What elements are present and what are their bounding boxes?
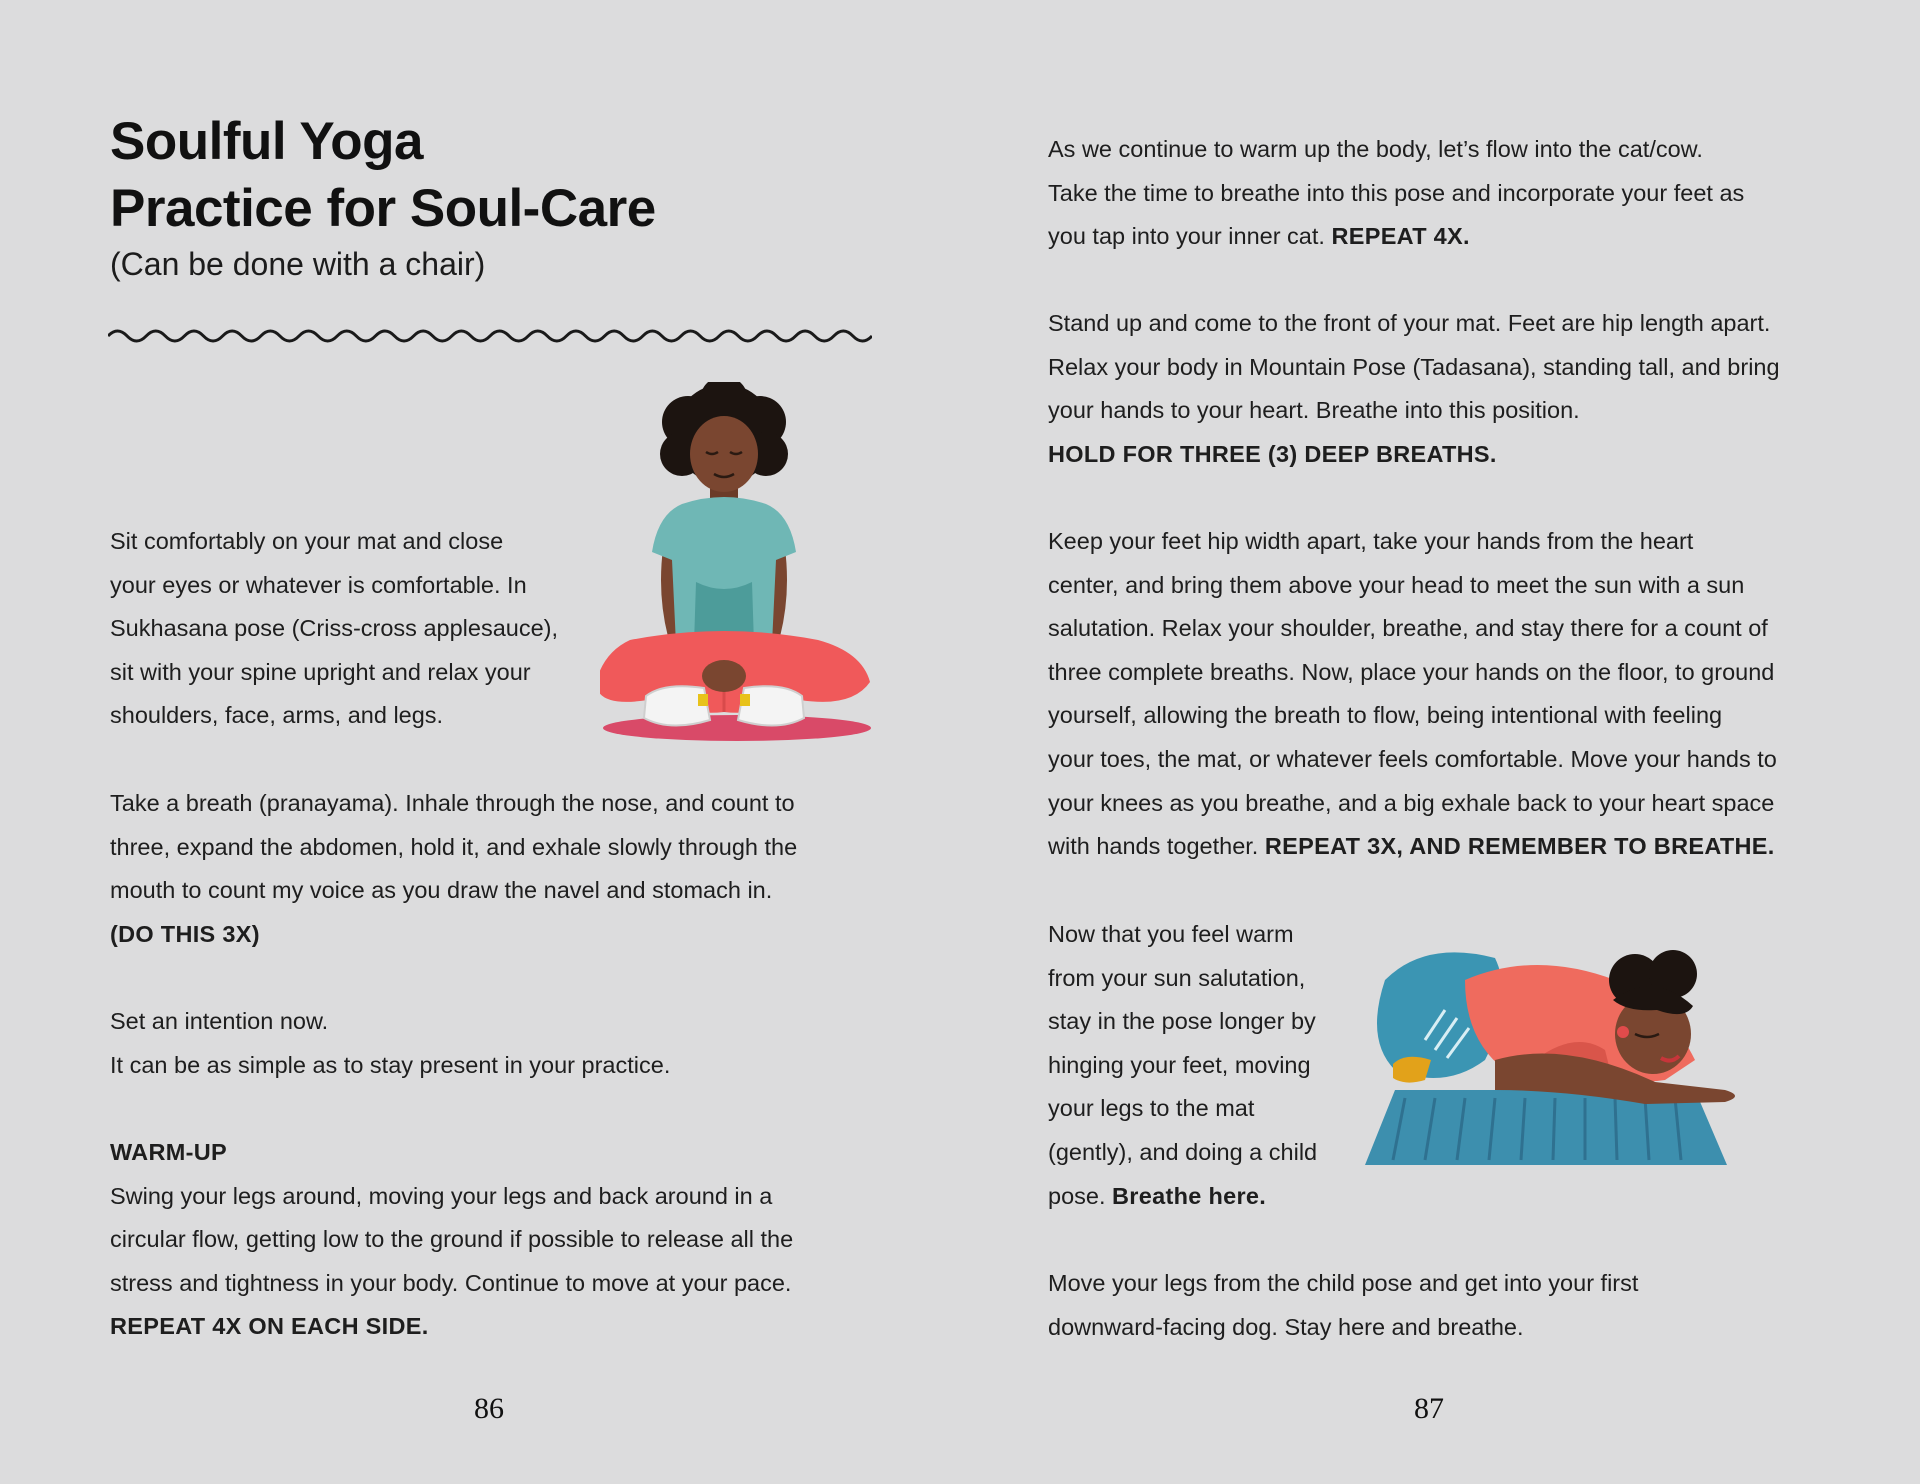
title-line-1: Soulful Yoga [110, 112, 423, 171]
wavy-divider [108, 322, 872, 350]
child-line: stay in the pose longer by [1048, 1008, 1316, 1035]
dog-line: Move your legs from the child pose and get into your first [1048, 1270, 1639, 1296]
page-number-right: 87 [1414, 1392, 1444, 1425]
catcow-last-line [1048, 215, 1744, 259]
breath-line: Take a breath (pranayama). Inhale through the nose, and count to [110, 790, 795, 816]
intention-line: It can be as simple as to stay present in your practice. [110, 1051, 671, 1078]
dog-paragraph [1048, 1262, 1638, 1349]
seated-meditation-icon [600, 382, 876, 744]
intention-paragraph [110, 1000, 670, 1087]
breath-line: three, expand the abdomen, hold it, and exhale slowly through the [110, 833, 798, 860]
child-line: hinging your feet, moving [1048, 1051, 1311, 1078]
sun-line: salutation. Relax your shoulder, breathe, and stay there for a count of [1048, 615, 1768, 642]
catcow-line: Take the time to breathe into this pose and incorporate your feet as [1048, 179, 1745, 206]
intro-line: Sukhasana pose (Criss-cross applesauce), [110, 615, 559, 642]
child-line: your legs to the mat [1048, 1095, 1255, 1122]
breath-line: mouth to count my voice as you draw the navel and stomach in. [110, 877, 773, 904]
child-last-text: pose. [1048, 1182, 1113, 1209]
child-last-line [1048, 1175, 1317, 1219]
intro-paragraph [110, 520, 558, 738]
mountain-line: Relax your body in Mountain Pose (Tadasana), standing tall, and bring [1048, 353, 1780, 380]
child-emphasis: Breathe here. [1112, 1182, 1267, 1209]
child-paragraph [1048, 913, 1317, 1218]
mountain-paragraph [1048, 302, 1780, 476]
intro-line: sit with your spine upright and relax your [110, 658, 531, 685]
warmup-line: circular flow, getting low to the ground if possible to release all the [110, 1226, 794, 1253]
page-subtitle: (Can be done with a chair) [110, 246, 486, 282]
child-line: (gently), and doing a child [1048, 1138, 1318, 1165]
page-title [110, 108, 830, 242]
catcow-emphasis: REPEAT 4X. [1331, 223, 1470, 250]
intro-line: Sit comfortably on your mat and close [110, 528, 504, 554]
mountain-line: Stand up and come to the front of your mat. Feet are hip length apart. [1048, 310, 1771, 336]
dog-line: downward-facing dog. Stay here and breathe. [1048, 1313, 1524, 1340]
warmup-line: Swing your legs around, moving your legs and back around in a [110, 1182, 773, 1209]
warmup-paragraph [110, 1131, 793, 1349]
sun-last-line [1048, 825, 1777, 869]
warmup-line: stress and tightness in your body. Continue to move at your pace. [110, 1269, 792, 1296]
intention-line: Set an intention now. [110, 1008, 329, 1034]
page-number-left: 86 [474, 1392, 504, 1425]
sun-emphasis: REPEAT 3X, AND REMEMBER TO BREATHE. [1264, 833, 1775, 860]
child-line: Now that you feel warm [1048, 921, 1294, 947]
sun-last-text: with hands together. [1048, 833, 1265, 860]
sun-line: your knees as you breathe, and a big exhale back to your heart space [1048, 789, 1775, 816]
sun-line: center, and bring them above your head to meet the sun with a sun [1048, 571, 1745, 598]
title-line-2: Practice for Soul-Care [110, 179, 656, 238]
sun-line: yourself, allowing the breath to flow, being intentional with feeling [1048, 702, 1723, 729]
intro-line: your eyes or whatever is comfortable. In [110, 571, 527, 598]
mountain-line: your hands to your heart. Breathe into this position. [1048, 397, 1580, 424]
breath-paragraph [110, 782, 797, 956]
child-pose-icon [1365, 940, 1775, 1170]
warmup-heading: WARM-UP [110, 1139, 227, 1165]
catcow-line: As we continue to warm up the body, let’s flow into the cat/cow. [1048, 136, 1703, 162]
sun-line: three complete breaths. Now, place your hands on the floor, to ground [1048, 658, 1775, 685]
breath-emphasis: (DO THIS 3X) [110, 920, 260, 947]
warmup-emphasis: REPEAT 4X ON EACH SIDE. [110, 1313, 429, 1340]
child-line: from your sun salutation, [1048, 964, 1306, 991]
sun-paragraph [1048, 520, 1777, 869]
sun-line: Keep your feet hip width apart, take your hands from the heart [1048, 528, 1694, 554]
catcow-paragraph [1048, 128, 1744, 259]
catcow-last-text: you tap into your inner cat. [1048, 223, 1332, 250]
intro-line: shoulders, face, arms, and legs. [110, 702, 444, 729]
sun-line: your toes, the mat, or whatever feels comfortable. Move your hands to [1048, 745, 1777, 772]
right-page [960, 0, 1920, 1484]
mountain-emphasis: HOLD FOR THREE (3) DEEP BREATHS. [1048, 440, 1497, 467]
